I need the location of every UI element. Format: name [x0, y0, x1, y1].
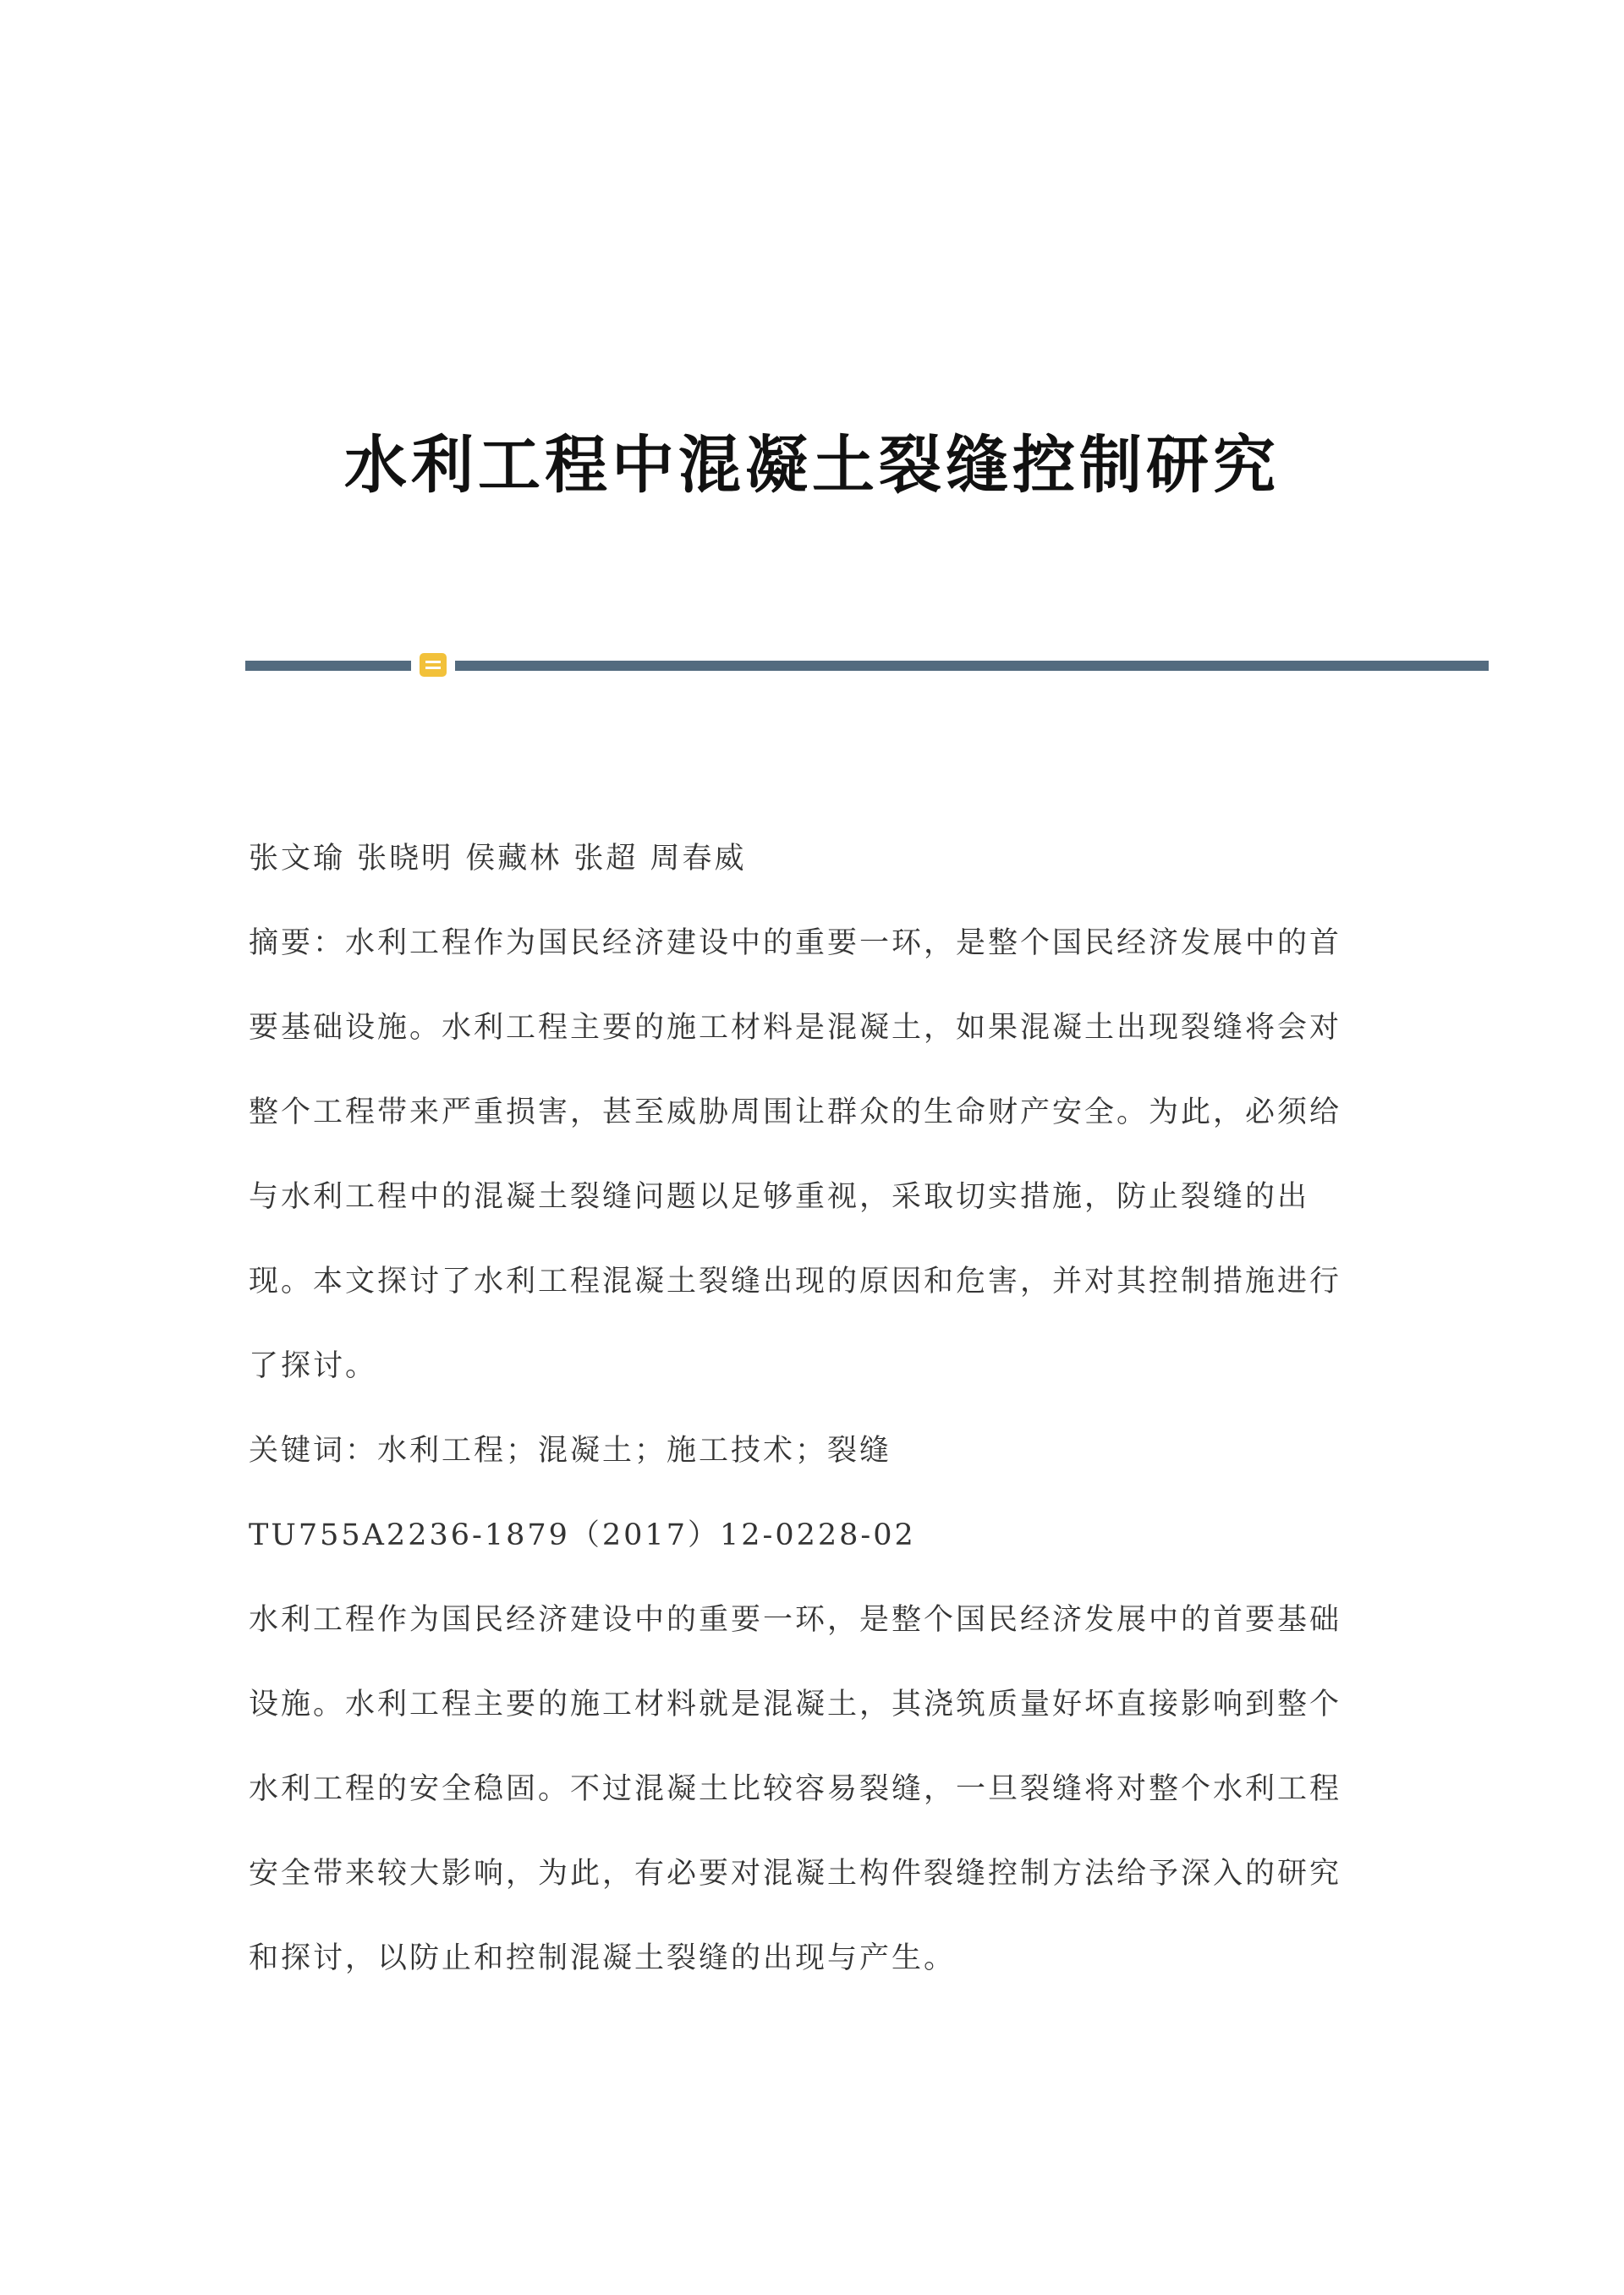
- page-title: 水利工程中混凝土裂缝控制研究: [344, 428, 1280, 502]
- divider-bar-right: [455, 661, 1489, 671]
- abstract-paragraph: 摘要：水利工程作为国民经济建设中的重要一环，是整个国民经济发展中的首要基础设施。水利工程主要的施工材料是混凝土，如果混凝土出现裂缝将会对整个工程带来严重损害，甚至威胁周围让群众的生命财产安全。为此，必须给与水利工程中的混凝土裂缝问题以足够重视，采取切实措施，防止裂缝的出现。本文探讨了水利工程混凝土裂缝出现的原因和危害，并对其控制措施进行了探讨。: [249, 926, 1342, 1383]
- keywords-line: 关键词：水利工程；混凝土；施工技术；裂缝: [249, 1434, 892, 1468]
- divider-marker-icon: [420, 653, 447, 677]
- author-list: 张文瑜 张晓明 侯藏林 张超 周春威: [249, 842, 747, 876]
- divider-bar-left: [245, 661, 411, 671]
- document-content: [249, 816, 1365, 2001]
- classification-code: TU755A2236-1879（2017）12-0228-02: [249, 1518, 916, 1552]
- body-paragraph: 水利工程作为国民经济建设中的重要一环，是整个国民经济发展中的首要基础设施。水利工程主要的施工材料就是混凝土，其浇筑质量好坏直接影响到整个水利工程的安全稳固。不过混凝土比较容易裂缝，一旦裂缝将对整个水利工程安全带来较大影响，为此，有必要对混凝土构件裂缝控制方法给予深入的研究和探讨，以防止和控制混凝土裂缝的出现与产生。: [249, 1603, 1342, 1975]
- title-divider: [245, 651, 1489, 680]
